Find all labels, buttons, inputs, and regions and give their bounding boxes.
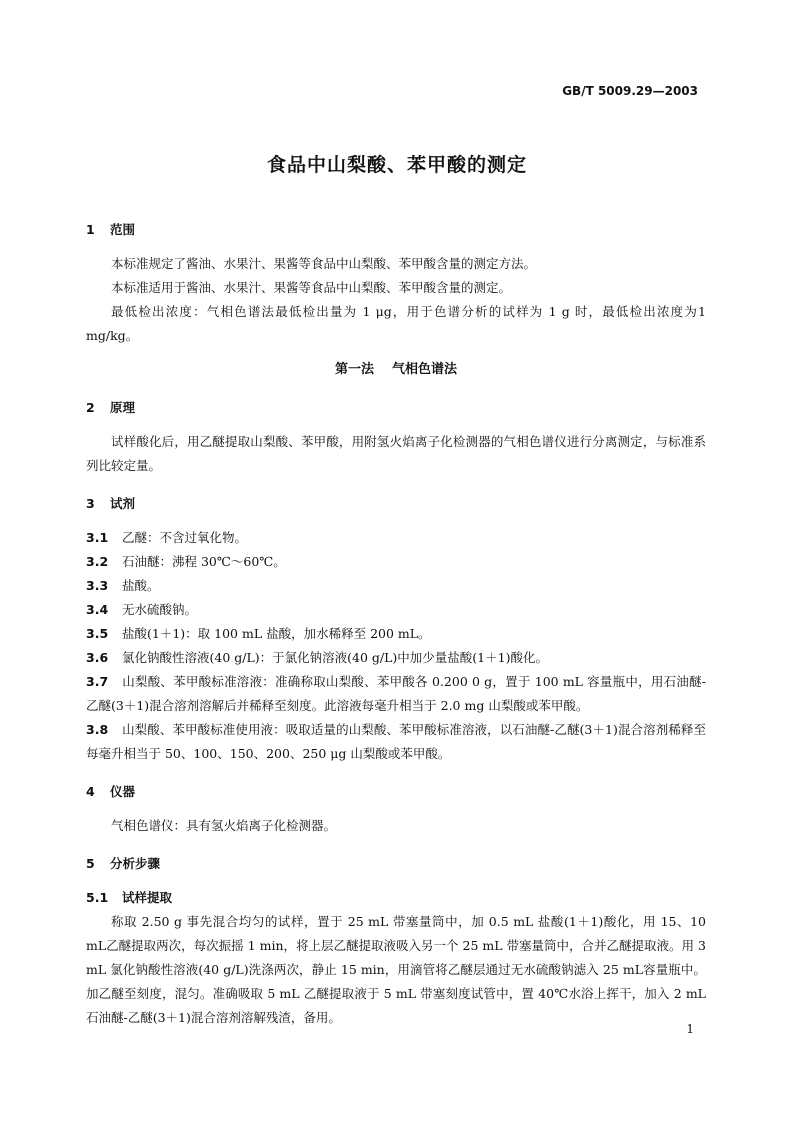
method-name: 气相色谱法	[392, 362, 458, 377]
section-title: 仪器	[110, 784, 136, 799]
paragraph: 试样酸化后，用乙醚提取山梨酸、苯甲酸，用附氢火焰离子化检测器的气相色谱仪进行分离测定，与标准系列比较定量。	[86, 434, 706, 473]
paragraph: 本标准规定了酱油、水果汁、果酱等食品中山梨酸、苯甲酸含量的测定方法。	[111, 256, 537, 271]
section-number: 4	[86, 784, 95, 799]
item-text: 山梨酸、苯甲酸标准使用液：吸取适量的山梨酸、苯甲酸标准溶液，以石油醚-乙醚(3＋1)混合溶剂稀释至每毫升相当于 50、100、150、200、250 μg 山梨酸或苯甲酸。	[86, 722, 706, 761]
item-number: 3.7	[86, 674, 109, 689]
item-text: 山梨酸、苯甲酸标准溶液：准确称取山梨酸、苯甲酸各 0.200 0 g，置于 100 mL 容量瓶中，用石油醚-乙醚(3＋1)混合溶剂溶解后并稀释至刻度。此溶液每毫升相当于 2.0 mg 山梨酸或苯甲酸。	[86, 674, 706, 713]
item-text: 盐酸(1＋1)：取 100 mL 盐酸，加水稀释至 200 mL。	[122, 626, 431, 641]
section-title: 范围	[110, 222, 136, 237]
list-item	[86, 718, 706, 766]
list-item	[86, 574, 706, 598]
section-number: 2	[86, 400, 95, 415]
paragraph: 气相色谱仪：具有氢火焰离子化检测器。	[111, 818, 337, 833]
item-number: 3.2	[86, 554, 109, 569]
item-text: 乙醚：不含过氧化物。	[122, 530, 248, 545]
paragraph: 本标准适用于酱油、水果汁、果酱等食品中山梨酸、苯甲酸含量的测定。	[111, 280, 512, 295]
paragraph: 最低检出浓度：气相色谱法最低检出量为 1 μg，用于色谱分析的试样为 1 g 时，最低检出浓度为1 mg/kg。	[86, 304, 706, 343]
method-label: 第一法	[334, 362, 374, 377]
document-body	[86, 218, 706, 1030]
section-heading-procedure	[86, 852, 706, 876]
item-number: 3.4	[86, 602, 109, 617]
list-item	[86, 526, 706, 550]
section-title: 分析步骤	[110, 856, 161, 871]
subsection-number: 5.1	[86, 890, 109, 905]
item-number: 3.6	[86, 650, 109, 665]
item-text: 氯化钠酸性溶液(40 g/L)：于氯化钠溶液(40 g/L)中加少量盐酸(1＋1)酸化。	[122, 650, 548, 665]
page-number: 1	[686, 1022, 694, 1036]
section-heading-scope	[86, 218, 706, 242]
list-item	[86, 622, 706, 646]
section-number: 3	[86, 496, 95, 511]
subsection-heading-sample-extraction	[86, 886, 706, 910]
list-item	[86, 670, 706, 718]
item-text: 盐酸。	[122, 578, 160, 593]
item-text: 无水硫酸钠。	[122, 602, 198, 617]
paragraph: 称取 2.50 g 事先混合均匀的试样，置于 25 mL 带塞量筒中，加 0.5 mL 盐酸(1＋1)酸化，用 15、10 mL乙醚提取两次，每次振摇 1 min，将上层乙醚提取液吸入另一个 25 mL 带塞量筒中，合并乙醚提取液。用 3 mL 氯化钠酸性溶液(40 g/L)洗涤两次，静止 15 min，用滴管将乙醚层通过无水硫酸钠滤入 25 mL容量瓶中。加乙醚至刻度，混匀。准确吸取 5 mL 乙醚提取液于 5 mL 带塞刻度试管中，置 40℃水浴上挥干，加入 2 mL 石油醚-乙醚(3＋1)混合溶剂溶解残渣，备用。	[86, 914, 706, 1025]
subsection-title: 试样提取	[122, 890, 173, 905]
method-heading	[86, 358, 706, 382]
section-title: 原理	[110, 400, 136, 415]
item-number: 3.3	[86, 578, 109, 593]
item-number: 3.1	[86, 530, 109, 545]
item-number: 3.5	[86, 626, 109, 641]
section-title: 试剂	[110, 496, 136, 511]
list-item	[86, 550, 706, 574]
list-item	[86, 646, 706, 670]
item-number: 3.8	[86, 722, 109, 737]
section-heading-apparatus	[86, 780, 706, 804]
section-heading-reagents	[86, 492, 706, 516]
section-heading-principle	[86, 396, 706, 420]
document-title: 食品中山梨酸、苯甲酸的测定	[266, 154, 527, 176]
section-number: 5	[86, 856, 95, 871]
item-text: 石油醚：沸程 30℃～60℃。	[122, 554, 286, 569]
list-item	[86, 598, 706, 622]
section-number: 1	[86, 222, 95, 237]
standard-code: GB/T 5009.29—2003	[562, 84, 698, 98]
